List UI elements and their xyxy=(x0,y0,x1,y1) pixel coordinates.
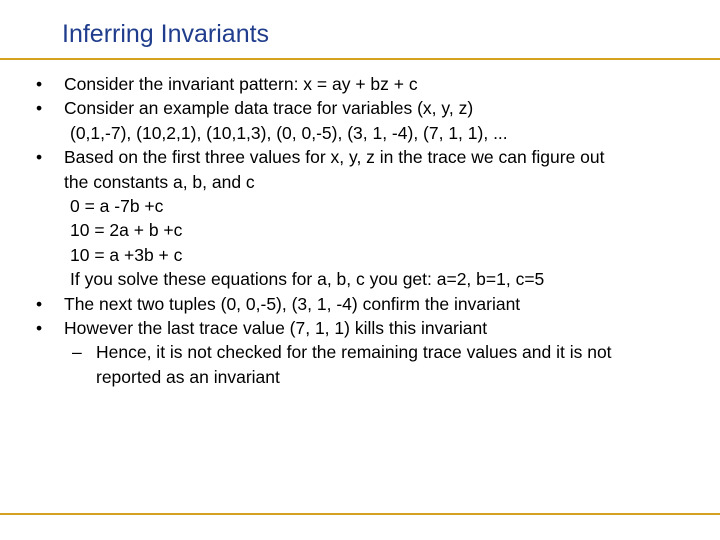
list-item-continuation xyxy=(0,194,720,218)
dash-icon: – xyxy=(72,342,82,363)
equation: 10 = 2a + b +c xyxy=(70,220,183,241)
bullet-text-wrap: the constants a, b, and c xyxy=(64,171,255,192)
list-item xyxy=(0,292,720,316)
list-item xyxy=(0,145,720,169)
equation: 10 = a +3b + c xyxy=(70,244,183,265)
list-item-continuation xyxy=(0,170,720,194)
list-item-continuation xyxy=(0,267,720,291)
bullet-text: Consider an example data trace for variables (x, y, z) xyxy=(64,98,474,119)
list-item xyxy=(0,96,720,120)
list-item-continuation xyxy=(0,121,720,145)
bullet-icon: • xyxy=(36,147,43,168)
list-item-continuation xyxy=(0,218,720,242)
bullet-text: Consider the invariant pattern: x = ay + bz + c xyxy=(64,74,418,94)
sub-bullet-text: Hence, it is not checked for the remaining trace values and it is not xyxy=(96,342,612,363)
bullet-icon: • xyxy=(36,74,43,94)
sub-list-item-continuation xyxy=(0,365,720,389)
list-item xyxy=(0,72,720,96)
bullet-icon: • xyxy=(36,293,43,314)
slide-body xyxy=(0,72,720,389)
sub-bullet-text-wrap: reported as an invariant xyxy=(96,366,280,387)
list-item xyxy=(0,316,720,340)
bullet-icon: • xyxy=(36,317,43,338)
bullet-text: Based on the first three values for x, y, z in the trace we can figure out xyxy=(64,147,605,168)
sub-list-item xyxy=(0,340,720,364)
bullet-text: However the last trace value (7, 1, 1) kills this invariant xyxy=(64,317,488,338)
list-item-continuation xyxy=(0,243,720,267)
slide-title: Inferring Invariants xyxy=(62,20,270,48)
solution-text: If you solve these equations for a, b, c you get: a=2, b=1, c=5 xyxy=(70,269,545,290)
equation: 0 = a -7b +c xyxy=(70,195,164,216)
bullet-icon: • xyxy=(36,98,43,119)
title-divider xyxy=(0,58,720,60)
bullet-text: The next two tuples (0, 0,-5), (3, 1, -4) confirm the invariant xyxy=(64,293,521,314)
trace-values: (0,1,-7), (10,2,1), (10,1,3), (0, 0,-5), (3, 1, -4), (7, 1, 1), ... xyxy=(70,122,508,143)
footer-divider xyxy=(0,513,720,515)
